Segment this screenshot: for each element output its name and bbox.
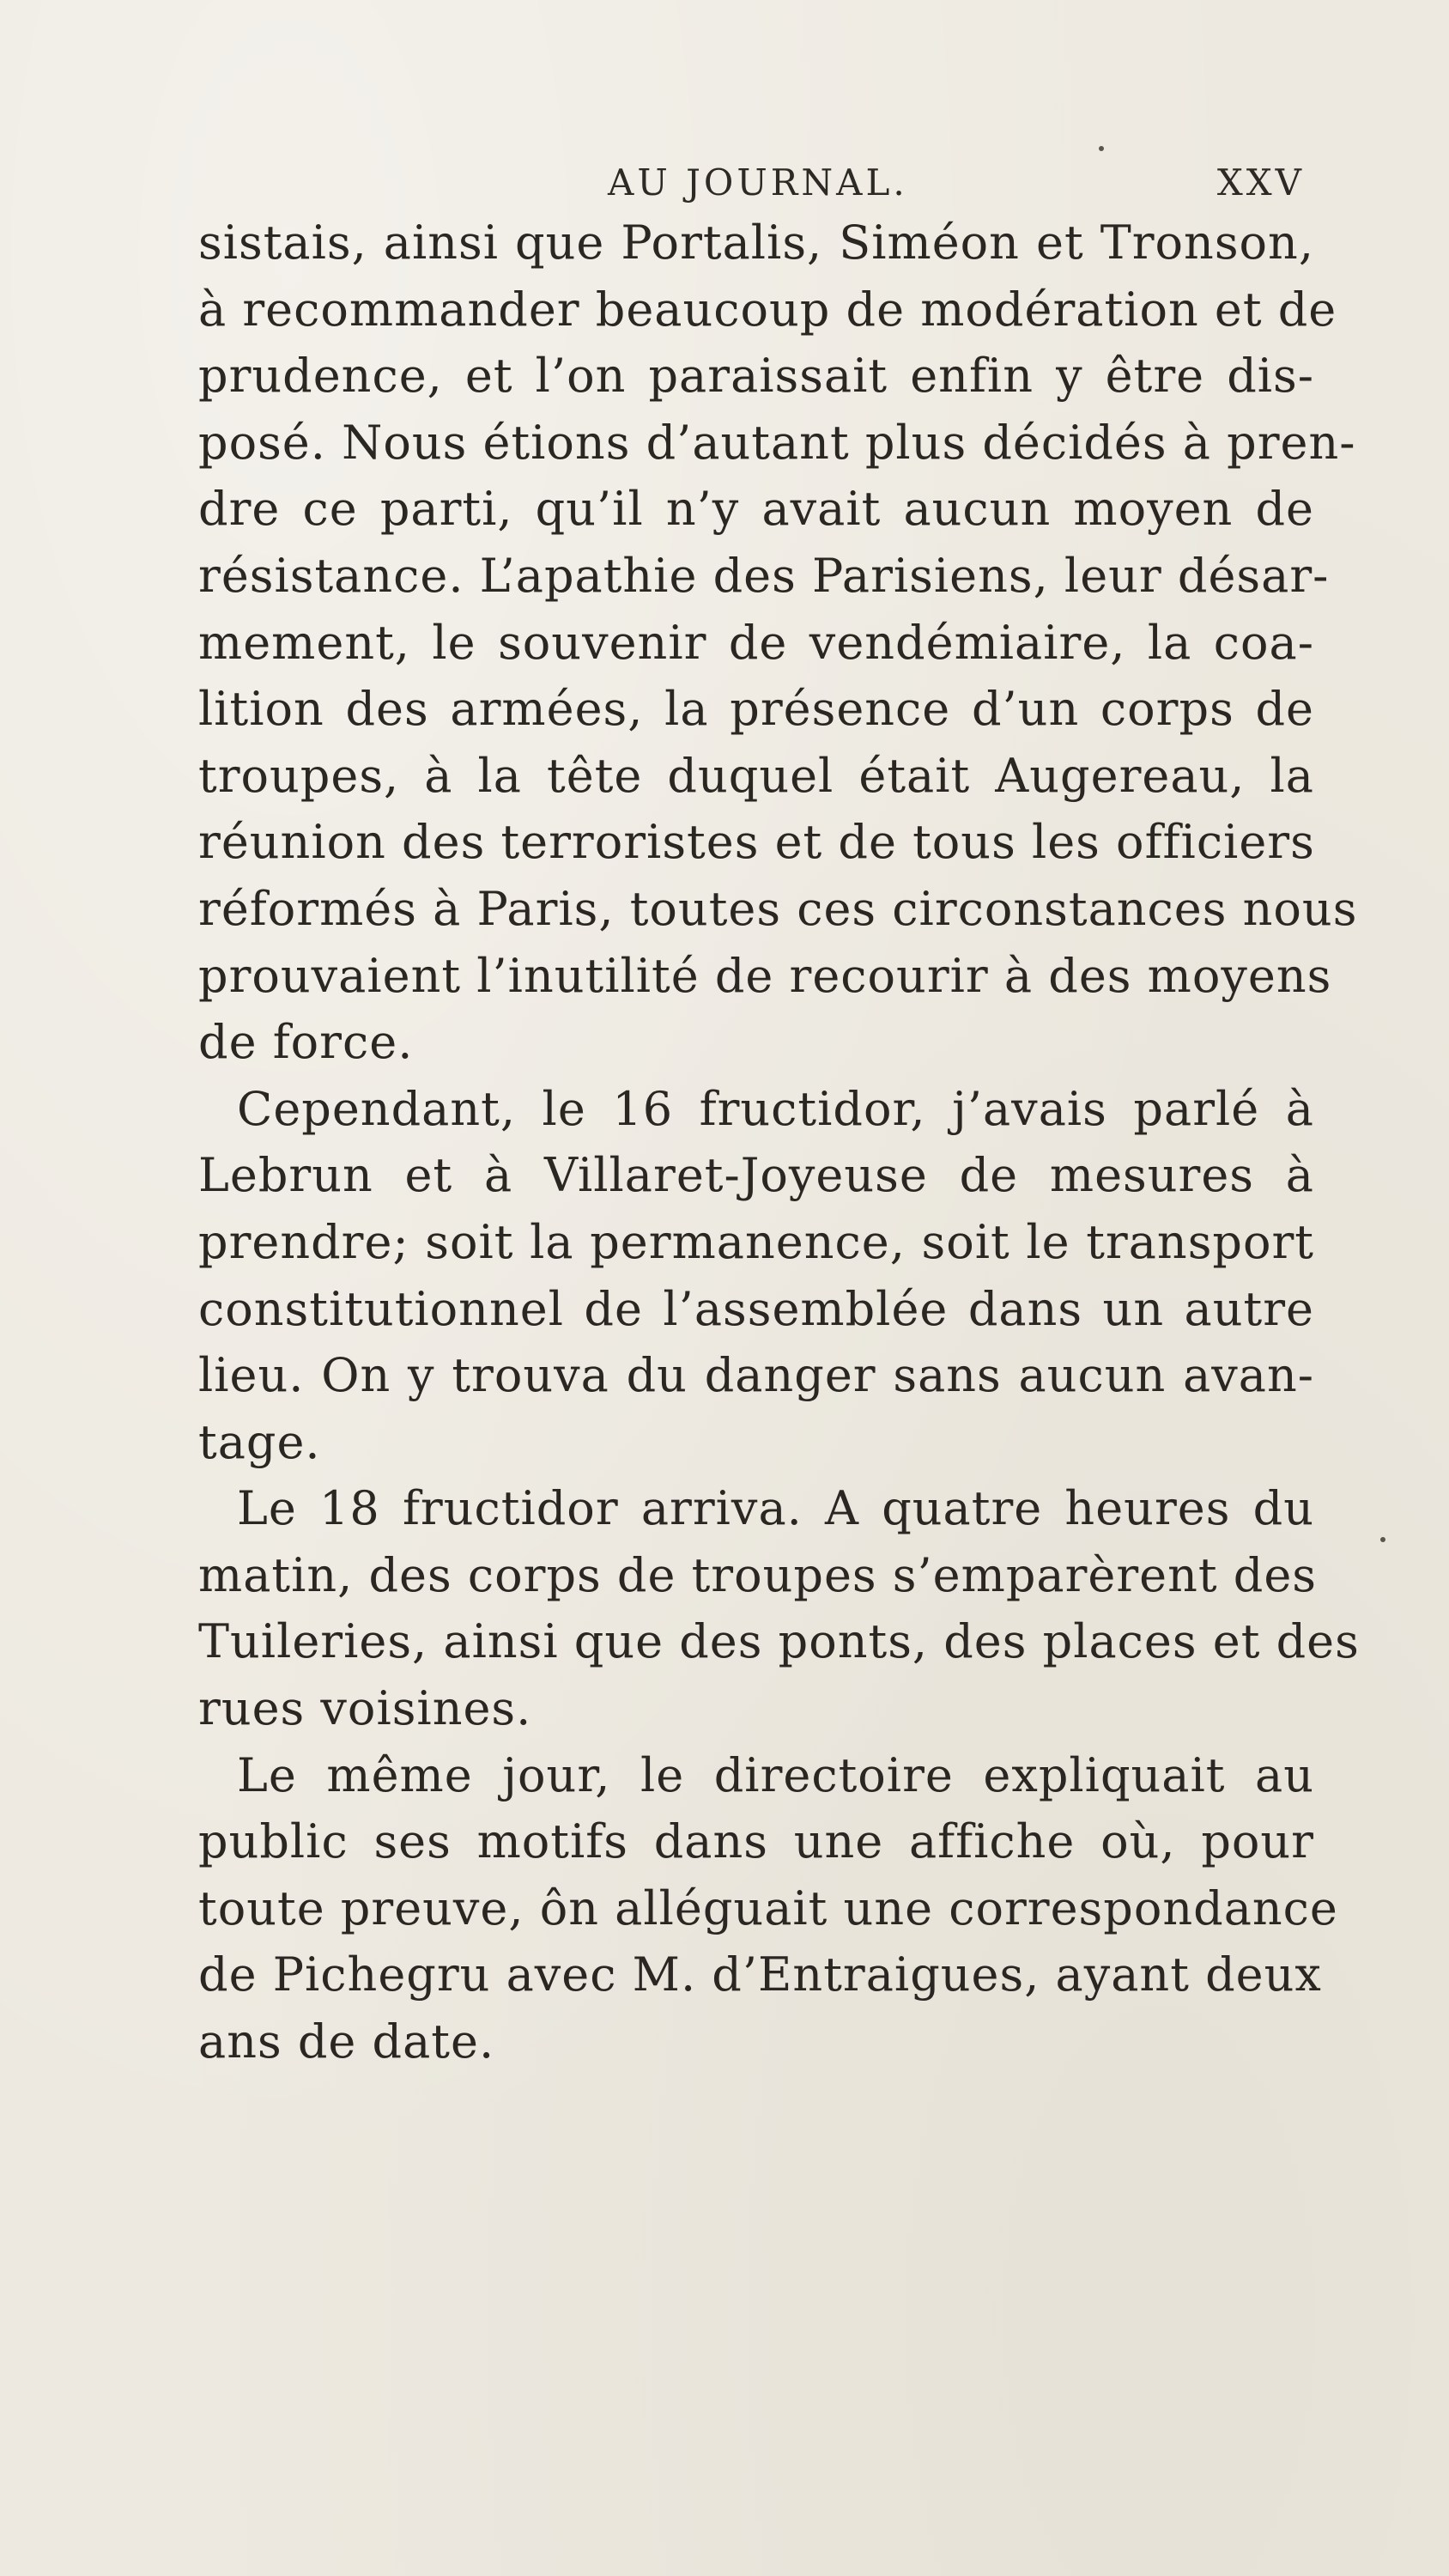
text-line: à recommander beaucoup de modération et de bbox=[198, 282, 1337, 337]
running-title: AU JOURNAL. bbox=[608, 161, 908, 204]
text-line: tage. bbox=[198, 1414, 321, 1469]
text-line: résistance. L’apathie des Parisiens, leur désar- bbox=[198, 548, 1330, 603]
text-line: lition des armées, la présence d’un corps de bbox=[198, 682, 1314, 737]
paper-speck bbox=[1099, 146, 1104, 151]
text-line: prouvaient l’inutilité de recourir à des moyens bbox=[198, 948, 1332, 1003]
paragraph-first-line: Le même jour, le directoire expliquait au bbox=[237, 1747, 1314, 1802]
text-line: de Pichegru avec M. d’Entraigues, ayant deux bbox=[198, 1947, 1322, 2002]
text-line: réunion des terroristes et de tous les officiers bbox=[198, 815, 1315, 870]
page-number: XXV bbox=[1216, 161, 1305, 204]
text-line: ans de date. bbox=[198, 2014, 495, 2069]
text-line: dre ce parti, qu’il n’y avait aucun moyen de bbox=[198, 482, 1314, 537]
paragraph-first-line: Le 18 fructidor arriva. A quatre heures du bbox=[237, 1481, 1314, 1536]
text-line: mement, le souvenir de vendémiaire, la coa- bbox=[198, 615, 1314, 670]
paragraph-first-line: Cependant, le 16 fructidor, j’avais parlé à bbox=[237, 1081, 1314, 1136]
text-line: matin, des corps de troupes s’emparèrent des bbox=[198, 1547, 1318, 1602]
text-line: posé. Nous étions d’autant plus décidés à pren- bbox=[198, 415, 1356, 470]
page-header bbox=[549, 161, 1305, 210]
text-line: rues voisines. bbox=[198, 1681, 532, 1736]
text-line: de force. bbox=[198, 1015, 414, 1070]
text-line: troupes, à la tête duquel était Augereau, la bbox=[198, 748, 1314, 803]
text-line: sistais, ainsi que Portalis, Siméon et Tronson, bbox=[198, 216, 1314, 270]
body-text bbox=[198, 210, 1360, 2075]
paper-speck bbox=[1380, 1537, 1385, 1542]
text-line: réformés à Paris, toutes ces circonstances nous bbox=[198, 881, 1358, 936]
text-line: prudence, et l’on paraissait enfin y être dis- bbox=[198, 349, 1314, 404]
text-line: prendre; soit la permanence, soit le transport bbox=[198, 1214, 1314, 1269]
text-line: toute preuve, ôn alléguait une correspondance bbox=[198, 1880, 1338, 1935]
text-line: Lebrun et à Villaret-Joyeuse de mesures à bbox=[198, 1148, 1314, 1203]
text-line: constitutionnel de l’assemblée dans un autre bbox=[198, 1281, 1314, 1336]
text-line: Tuileries, ainsi que des ponts, des places et des bbox=[198, 1614, 1360, 1669]
text-line: public ses motifs dans une affiche où, pour bbox=[198, 1814, 1314, 1869]
text-line: lieu. On y trouva du danger sans aucun avan- bbox=[198, 1348, 1314, 1403]
